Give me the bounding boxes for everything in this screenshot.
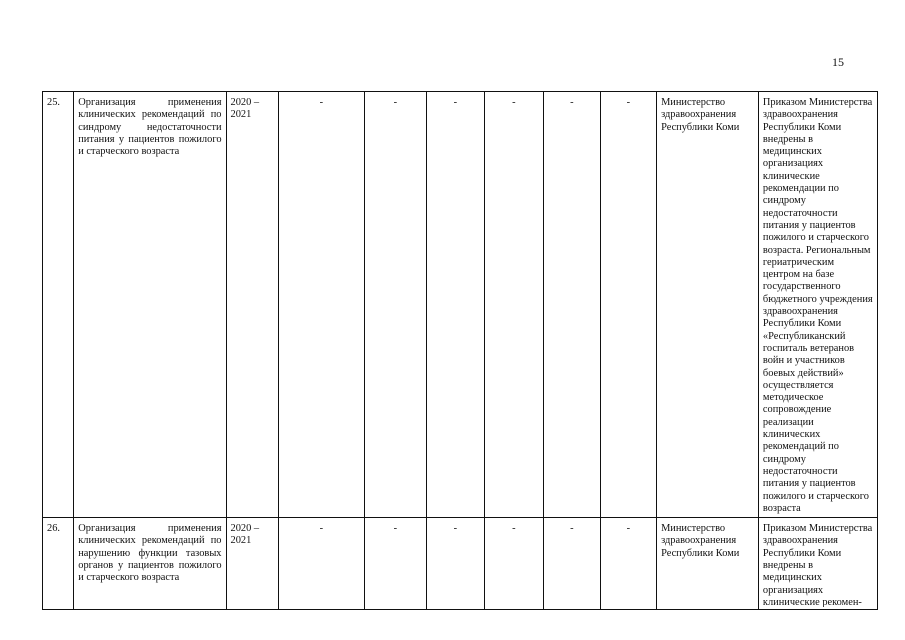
period-cell: 2020 – 2021 — [226, 518, 278, 610]
measure-text: Организация применения клинических рекомендаций по нарушению функции тазовых органов у пациентов пожилого и старческого возраста — [74, 518, 226, 610]
value-cell: - — [278, 518, 364, 610]
period-cell: 2020 – 2021 — [226, 92, 278, 518]
value-cell: - — [484, 518, 543, 610]
value-cell: - — [427, 92, 484, 518]
result-cell: Приказом Министерства здравоохранения Республики Коми внедрены в медицинских организациях клинические рекомендации по синдрому недостаточности питания у пациентов пожилого и старческого возраста. Региональным гериатрическим центром на базе государственного бюджетного учреждения здравоохранения Республики Коми «Республиканский госпиталь ветеранов войн и участников боевых действий» осуществляется методическое сопровождение реализации клинических рекомендаций по синдрому недостаточности питания у пациентов пожилого и старческого возраста — [758, 92, 877, 518]
value-cell: - — [600, 518, 656, 610]
row-number: 25. — [43, 92, 74, 518]
value-cell: - — [484, 92, 543, 518]
value-cell: - — [427, 518, 484, 610]
value-cell: - — [544, 92, 600, 518]
measures-table — [42, 91, 878, 610]
value-cell: - — [364, 518, 427, 610]
value-cell: - — [364, 92, 427, 518]
result-cell — [758, 518, 877, 610]
executor-cell: Министерство здравоохранения Республики Коми — [657, 518, 759, 610]
row-number: 26. — [43, 518, 74, 610]
value-cell: - — [600, 92, 656, 518]
result-text: Приказом Министерства здравоохранения Республики Коми внедрены в медицинских организациях клинические рекомен- — [762, 523, 873, 608]
page-number: 15 — [832, 55, 844, 69]
measure-text: Организация применения клинических рекомендаций по синдрому недостаточности питания у пациентов пожилого и старческого возраста — [74, 92, 226, 518]
value-cell: - — [544, 518, 600, 610]
executor-cell: Министерство здравоохранения Республики Коми — [657, 92, 759, 518]
table-row — [43, 518, 878, 610]
value-cell: - — [278, 92, 364, 518]
table-row — [43, 92, 878, 518]
